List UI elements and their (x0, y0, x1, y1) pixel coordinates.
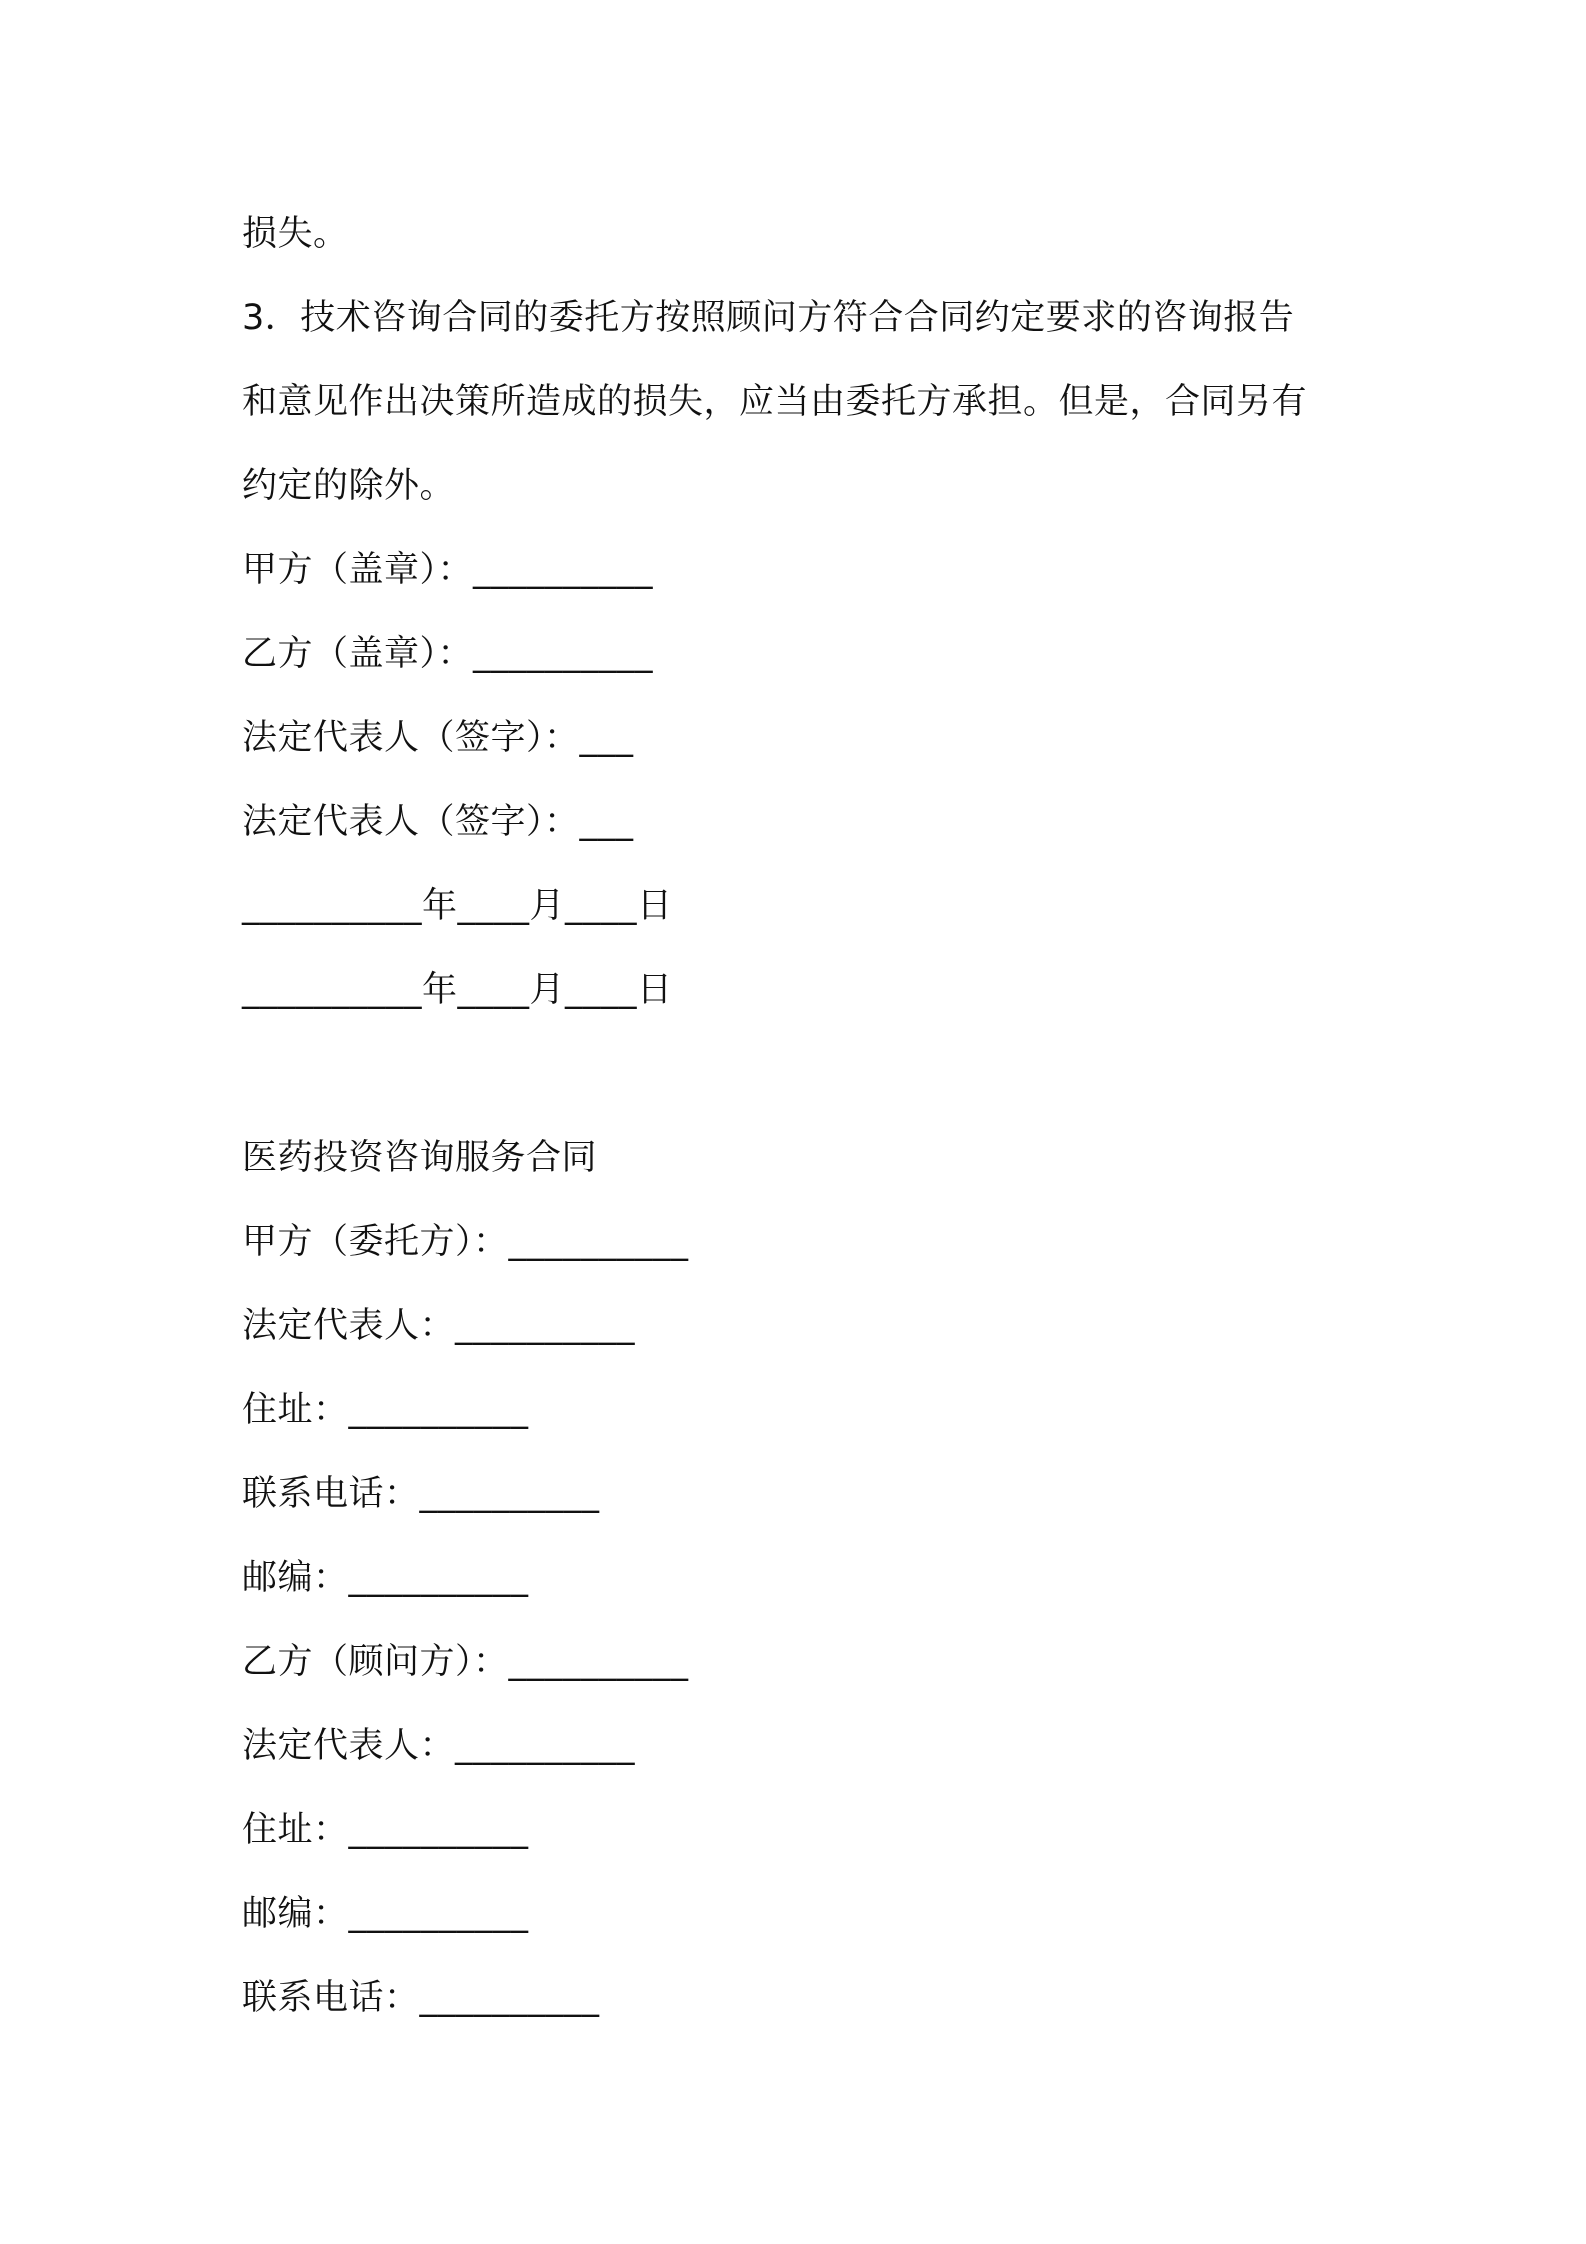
text-line: 约定的除外。 (242, 466, 456, 506)
text-line: 和意见作出决策所造成的损失，应当由委托方承担。但是，合同另有 (242, 382, 1308, 422)
legal-rep-line: 法定代表人：__________ (242, 1306, 636, 1346)
section-title: 医药投资咨询服务合同 (242, 1138, 598, 1178)
text-line: 损失。 (242, 214, 349, 254)
postcode-line: 邮编：__________ (242, 1558, 529, 1598)
party-b-seal-line: 乙方（盖章）：__________ (242, 634, 654, 674)
text-line: 3．技术咨询合同的委托方按照顾问方符合合同约定要求的咨询报告 (242, 298, 1295, 338)
phone-line: 联系电话：__________ (242, 1978, 600, 2018)
legal-rep-signature-line: 法定代表人（签字）：___ (242, 802, 634, 842)
address-line: 住址：__________ (242, 1810, 529, 1850)
legal-rep-signature-line: 法定代表人（签字）：___ (242, 718, 634, 758)
date-line: __________年____月____日 (242, 970, 673, 1010)
legal-rep-line: 法定代表人：__________ (242, 1726, 636, 1766)
party-b-line: 乙方（顾问方）：__________ (242, 1642, 689, 1682)
section-gap (242, 1032, 1362, 1116)
document-body (242, 192, 1362, 2040)
postcode-line: 邮编：__________ (242, 1894, 529, 1934)
date-line: __________年____月____日 (242, 886, 673, 926)
phone-line: 联系电话：__________ (242, 1474, 600, 1514)
party-a-line: 甲方（委托方）：__________ (242, 1222, 689, 1262)
party-a-seal-line: 甲方（盖章）：__________ (242, 550, 654, 590)
address-line: 住址：__________ (242, 1390, 529, 1430)
